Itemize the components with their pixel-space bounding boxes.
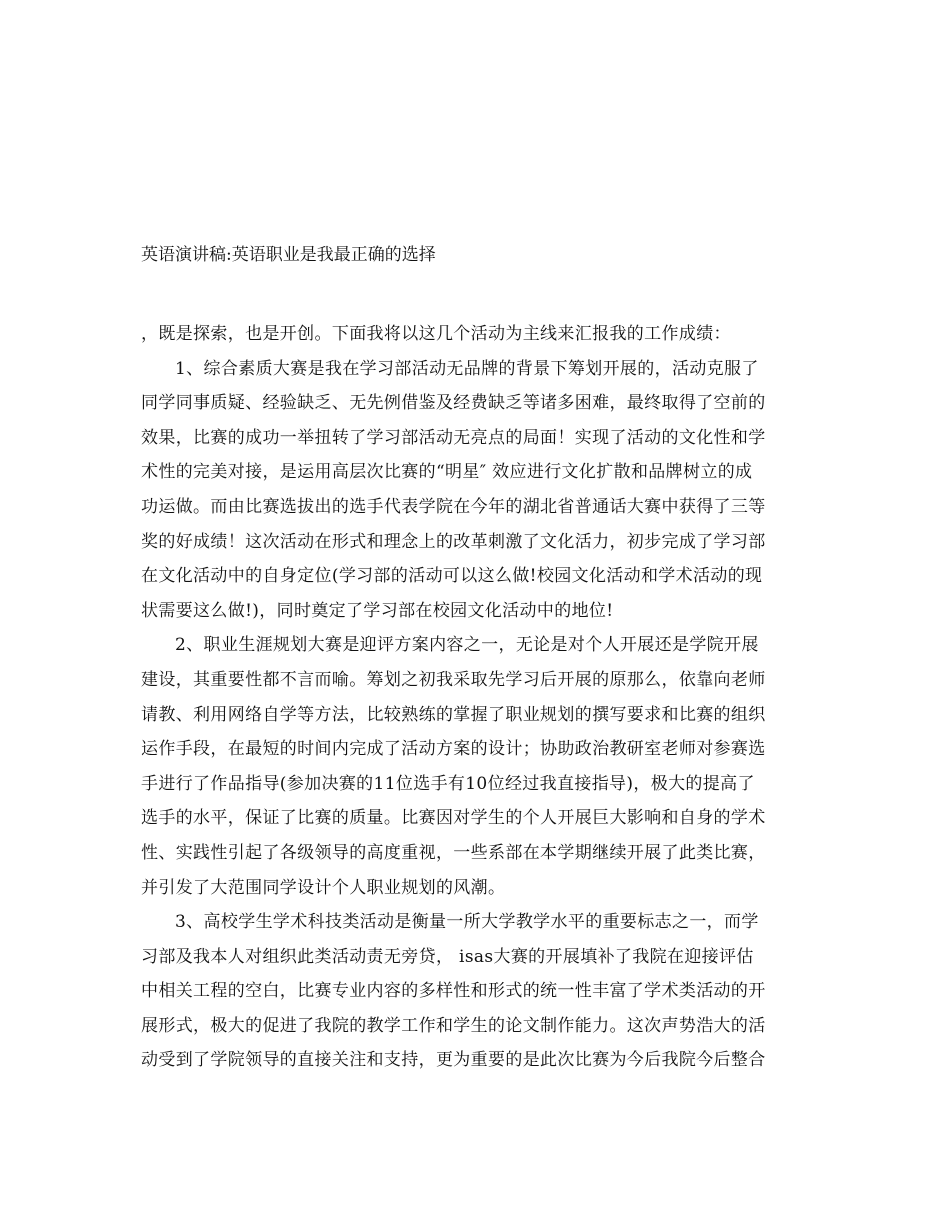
text-line: 3、高校学生学术科技类活动是衡量一所大学教学水平的重要标志之一，而学 — [175, 912, 759, 933]
text-line: 状需要这么做!)，同时奠定了学习部在校园文化活动中的地位! — [141, 600, 614, 621]
text-line: 展形式，极大的促进了我院的教学工作和学生的论文制作能力。这次声势浩大的活 — [141, 1015, 766, 1036]
text-line: 中相关工程的空白，比赛专业内容的多样性和形式的统一性丰富了学术类活动的开 — [141, 981, 766, 1002]
text-line: 1、综合素质大赛是我在学习部活动无品牌的背景下筹划开展的，活动克服了 — [175, 358, 759, 379]
text-line: 2、职业生涯规划大赛是迎评方案内容之一，无论是对个人开展还是学院开展 — [175, 635, 759, 656]
text-line: 建设，其重要性都不言而喻。筹划之初我采取先学习后开展的原那么，依靠向老师 — [141, 669, 766, 690]
text-line: 性、实践性引起了各级领导的高度重视，一些系部在本学期继续开展了此类比赛， — [141, 842, 766, 863]
document-body — [141, 317, 811, 1078]
text-line: 请教、利用网络自学等方法，比较熟练的掌握了职业规划的撰写要求和比赛的组织 — [141, 704, 766, 725]
text-line: 并引发了大范围同学设计个人职业规划的风潮。 — [141, 877, 506, 898]
text-line: 功运做。而由比赛选拔出的选手代表学院在今年的湖北省普通话大赛中获得了三等 — [141, 496, 766, 517]
text-line: ，既是探索，也是开创。下面我将以这几个活动为主线来汇报我的工作成绩： — [141, 324, 731, 344]
text-line: 运作手段，在最短的时间内完成了活动方案的设计；协助政治教研室老师对参赛选 — [141, 739, 766, 760]
text-line: 手进行了作品指导(参加决赛的11位选手有10位经过我直接指导)，极大的提高了 — [141, 773, 755, 794]
text-line: 动受到了学院领导的直接关注和支持，更为重要的是此次比赛为今后我院今后整合 — [141, 1050, 766, 1071]
document-title: 英语演讲稿:英语职业是我最正确的选择 — [141, 245, 436, 265]
text-line: 效果，比赛的成功一举扭转了学习部活动无亮点的局面！实现了活动的文化性和学 — [141, 427, 766, 448]
text-line: 奖的好成绩！这次活动在形式和理念上的改革刺激了文化活力，初步完成了学习部 — [141, 531, 766, 552]
text-line: 术性的完美对接，是运用高层次比赛的“明星″ 效应进行文化扩散和品牌树立的成 — [141, 462, 753, 483]
text-line: 选手的水平，保证了比赛的质量。比赛因对学生的个人开展巨大影响和自身的学术 — [141, 808, 766, 829]
text-line: 习部及我本人对组织此类活动责无旁贷， isas大赛的开展填补了我院在迎接评估 — [141, 946, 754, 967]
text-line: 在文化活动中的自身定位(学习部的活动可以这么做!校园文化活动和学术活动的现 — [141, 566, 763, 587]
text-line: 同学同事质疑、经验缺乏、无先例借鉴及经费缺乏等诸多困难，最终取得了空前的 — [141, 393, 766, 414]
